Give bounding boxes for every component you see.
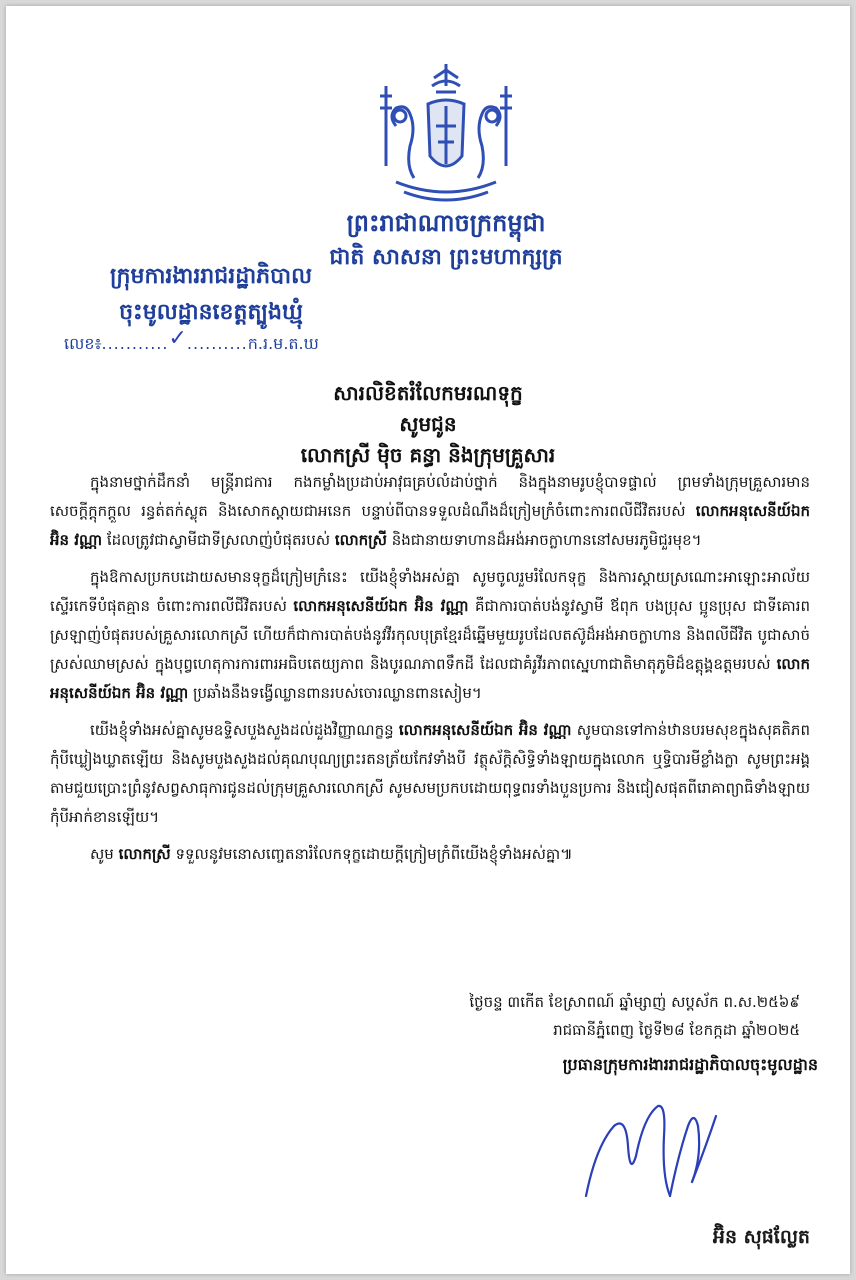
- paragraph-4: [50, 840, 810, 869]
- royal-emblem-icon: [366, 56, 526, 216]
- signer-name: អ៊ិន សុផល្លែត: [712, 1226, 810, 1248]
- letter-sheet: [6, 6, 850, 1274]
- letter-body: [50, 468, 810, 877]
- paragraph-3: [50, 716, 810, 832]
- signer-title: ប្រធានក្រុមការងាររាជរដ្ឋាភិបាលចុះមូលដ្ឋាន: [562, 1055, 818, 1074]
- paragraph-4-text-b: ទទួលនូវមនោសញ្ចេតនារំលែកទុក្ខដោយក្តីក្រៀមក្រំពីយើងខ្ញុំទាំងអស់គ្នា៕: [175, 845, 573, 863]
- kingdom-name: ព្រះរាជាណាចក្រកម្ពុជា: [346, 208, 546, 237]
- deceased-name: លោកអនុសេនីយ៍ឯក អ៊ិន វណ្ណា: [50, 502, 810, 549]
- letter-recipient: លោកស្រី ម៉ិច គន្ធា និងក្រុមគ្រួសារ: [300, 443, 556, 467]
- deceased-name: លោកអនុសេនីយ៍ឯក អ៊ិន វណ្ណា: [398, 721, 572, 739]
- reference-number: [64, 326, 319, 355]
- reference-dots-right: ..........: [186, 334, 248, 353]
- reference-label: លេខ៖: [64, 334, 102, 353]
- recipient-honorific: លោកស្រី: [118, 845, 171, 863]
- paragraph-2-text-a: ក្នុងឱកាសប្រកបដោយសមានទុក្ខដ៏ក្រៀមក្រំនេះ យើងខ្ញុំទាំងអស់គ្នា សូមចូលរួមរំលែកទុក្ខ និងការស្តាយស្រណោះអាឡោះអាល័យស្ទើរកេទីបំផុតគ្មាន ចំពោះការពលីជីវិតរបស់: [50, 568, 810, 615]
- paragraph-2-text-c: ប្រឆាំងនឹងទង្វើឈ្លានពានរបស់ចោរឈ្លានពានសៀម។: [193, 684, 482, 702]
- letter-addressed-to: សូមជូន: [399, 412, 457, 436]
- signature-icon: [566, 1086, 736, 1216]
- paragraph-1-text-b: ដែលត្រូវជាស្វាមីជាទីស្រលាញ់បំផុតរបស់: [106, 531, 331, 549]
- paragraph-4-text-a: សូម: [90, 845, 114, 863]
- paragraph-1: [50, 468, 810, 555]
- reference-dots-left: ...........: [101, 334, 169, 353]
- office-header: [56, 258, 366, 330]
- letter-title: សារលិខិតរំលែកមរណទុក្ខ: [333, 381, 523, 405]
- paragraph-3-text-a: យើងខ្ញុំទាំងអស់គ្នាសូមឧទ្ទិសបួងសួងដល់ដួងវិញ្ញាណក្ខន្ធ: [90, 721, 394, 739]
- deceased-name: លោកអនុសេនីយ៍ឯក អ៊ិន វណ្ណា: [293, 597, 469, 615]
- paragraph-1-text-a: ក្នុងនាមថ្នាក់ដឹកនាំ មន្ត្រីរាជការ កងកម្លាំងប្រដាប់អាវុធគ្រប់លំដាប់ថ្នាក់ និងក្នុងនាមរូបខ្ញុំបាទផ្ទាល់ ព្រមទាំងក្រុមគ្រួសារមានសេចក្តីក្តុកក្តួល រន្ធត់តក់ស្លុត និងសោកស្តាយជាអនេក បន្ទាប់ពីបានទទួលដំណឹងដ៏ក្រៀមក្រំចំពោះការពលីជីវិតរបស់: [50, 473, 810, 520]
- checkmark-icon: ✓: [168, 326, 187, 351]
- lunar-date: ថ្ងៃចន្ទ ៣កើត ខែស្រាពណ៍ ឆ្នាំម្សាញ់ សប្តស័ក ព.ស.២៥៦៩: [469, 993, 800, 1011]
- deceased-name: លោកអនុសេនីយ៍ឯក អ៊ិន វណ្ណា: [50, 655, 810, 702]
- solar-date: រាជធានីភ្នំពេញ ថ្ងៃទី២៨ ខែកក្កដា ឆ្នាំ២០២៥: [553, 1021, 800, 1039]
- recipient-honorific: លោកស្រី: [334, 531, 387, 549]
- date-block: [469, 988, 800, 1044]
- paragraph-2: [50, 563, 810, 708]
- office-location: ចុះមូលដ្ឋានខេត្តត្បូងឃ្មុំ: [119, 299, 303, 325]
- letter-title-block: [6, 378, 850, 471]
- paragraph-2-text-b: គឺជាការបាត់បង់នូវស្វាមី ឪពុក បងប្រុស ប្អូនប្រុស ជាទីគោរពស្រឡាញ់បំផុតរបស់គ្រួសារលោកស្រី ហើយក៏ជាការបាត់បង់នូវវីរកុលបុត្រខ្មែរដ៏ឆ្នើមមួយរូបដែលតស៊ូដ៏អង់អាចក្លាហាន និងពលីជីវិត បូជាសាច់ស្រស់ឈាមស្រស់ ក្នុងបុព្វហេតុការការពារអធិបតេយ្យភាព និងបូរណភាពទឹកដី ដែលជាគំរូវីរភាពស្នេហាជាតិមាតុភូមិដ៏ឧត្តុង្គឧត្តមរបស់: [50, 597, 810, 673]
- office-name: ក្រុមការងាររាជរដ្ឋាភិបាល: [109, 263, 313, 289]
- national-motto: ជាតិ សាសនា ព្រះមហាក្សត្រ: [329, 244, 563, 270]
- reference-suffix: ក.រ.ម.ត.ឃ: [247, 334, 319, 353]
- paragraph-3-text-b: សូមបានទៅកាន់ឋានបរមសុខក្នុងសុគតិភពកុំបីឃ្លៀងឃ្លាតឡើយ និងសូមបួងសួងដល់គុណបុណ្យព្រះរតនត្រ័យកែវទាំងបី វត្ថុស័ក្តិសិទ្ធិទាំងឡាយក្នុងលោក ឬទ្ធិបារមីខ្លាំងក្លា សូមព្រះអង្គតាមជួយប្រោះព្រំនូវសព្វសាធុការជូនដល់ក្រុមគ្រួសារលោកស្រី សូមសមប្រកបដោយពុទ្ធពរទាំងបួនប្រការ និងជៀសផុតពីរោគាព្យាធិទាំងឡាយកុំបីអាក់ខានឡើយ។: [50, 721, 810, 826]
- paragraph-1-text-c: និងជានាយទាហានដ៏អង់អាចក្លាហាននៅសមរភូមិជួរមុខ។: [391, 531, 702, 549]
